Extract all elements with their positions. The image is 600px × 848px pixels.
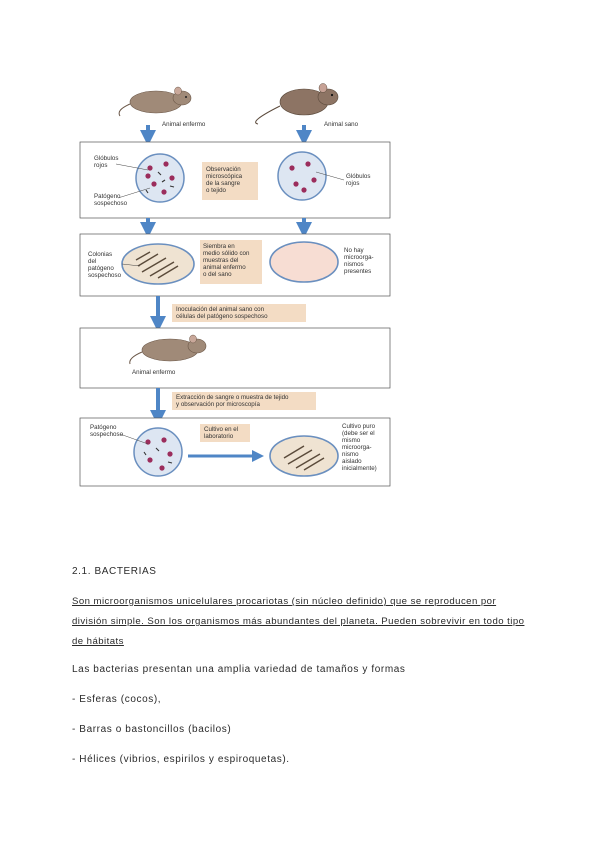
pure-culture-label: Cultivo puro (debe ser el mismo microorga-nismo aislado inicialmente) — [342, 423, 377, 472]
blood-sample-left — [136, 154, 184, 202]
sick-animal-label-bottom: Animal enfermo — [132, 369, 176, 376]
culture-note: Cultivo en el laboratorio — [204, 426, 239, 440]
definition-paragraph — [72, 592, 527, 652]
extraction-note: Extracción de sangre o muestra de tejido y observación por microscopía — [176, 394, 289, 408]
sick-animal-label-top: Animal enfermo — [162, 121, 206, 128]
inoculation-note: Inoculación del animal sano con células del patógeno sospechoso — [176, 306, 268, 320]
colonies-label: Colonias del patógeno sospechoso — [88, 251, 122, 279]
sowing-note: Siembra en medio sólido con muestras del animal enfermo o del sano — [203, 243, 250, 278]
blood-sample-bottom — [134, 428, 182, 476]
intro-text: Las bacterias presentan una amplia variedad de tamaños y formas — [72, 664, 406, 675]
definition-line: de hábitats — [72, 636, 124, 647]
healthy-animal-label: Animal sano — [324, 121, 359, 128]
red-cells-label-right: Glóbulos rojos — [346, 173, 371, 187]
pathogen-suspect-label-2: Patógeno sospechoso — [90, 424, 124, 438]
panel-sick-animal — [80, 328, 390, 388]
observation-note: Observación microscópica de la sangre o tejido — [206, 166, 243, 194]
koch-postulates-figure — [78, 80, 396, 488]
red-cells-label-left: Glóbulos rojos — [94, 155, 119, 169]
blood-sample-right — [278, 152, 326, 200]
definition-line: Son microorganismos unicelulares procariotas (sin núcleo definido) que se reproducen por — [72, 596, 497, 607]
shape-item: - Hélices (vibrios, espirilos y espiroquetas). — [72, 754, 290, 765]
section-heading: 2.1. BACTERIAS — [72, 566, 157, 577]
shape-item: - Barras o bastoncillos (bacilos) — [72, 724, 232, 735]
petri-dish-empty — [270, 242, 338, 282]
sick-mouse-top — [119, 87, 191, 116]
definition-line: división simple. Son los organismos más abundantes del planeta. Pueden sobrevivir en todo tipo — [72, 616, 525, 627]
no-microbes-label: No hay microorga-nismos presentes — [344, 247, 374, 275]
shape-item: - Esferas (cocos), — [72, 694, 162, 705]
pathogen-suspect-label: Patógeno sospechoso — [94, 193, 128, 207]
healthy-mouse — [256, 84, 338, 125]
